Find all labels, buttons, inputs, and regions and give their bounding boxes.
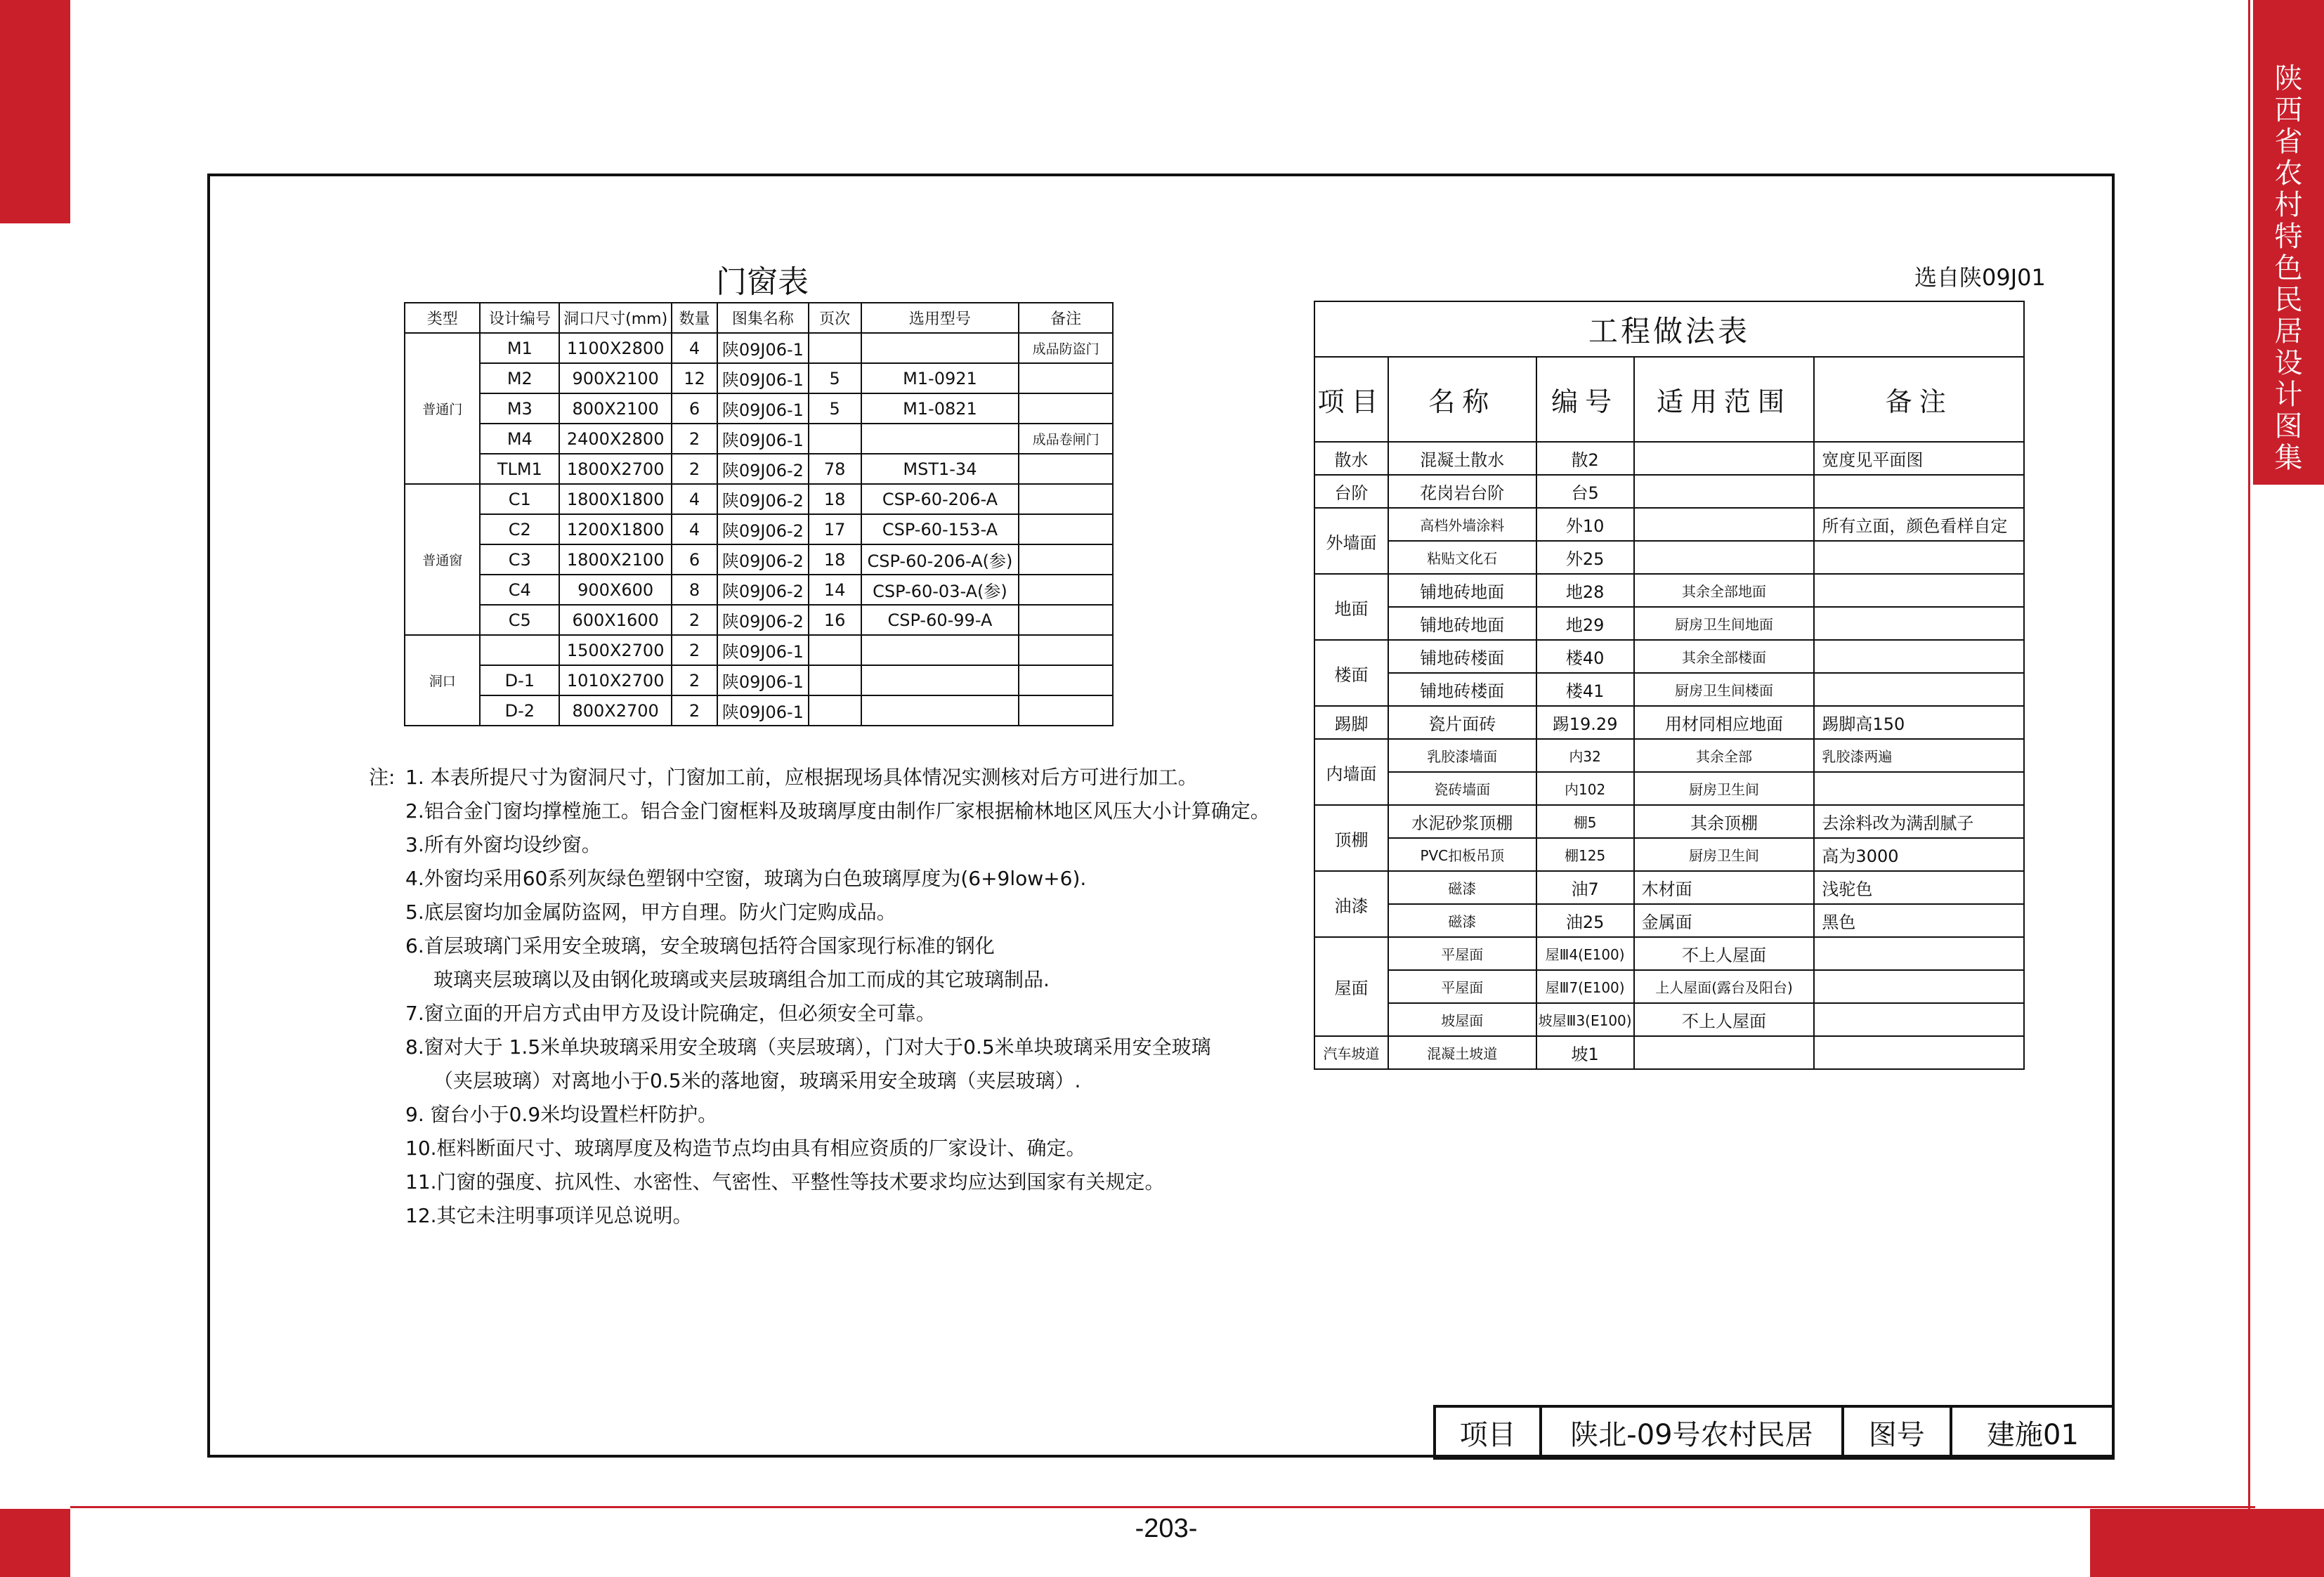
- code-cell: 地28: [1536, 574, 1634, 607]
- table-cell: [809, 333, 861, 363]
- scope-cell: 上人屋面(露台及阳台): [1634, 970, 1815, 1003]
- table-row: [1314, 607, 2024, 640]
- door-window-table: [404, 302, 1114, 726]
- table-cell: M2: [480, 363, 559, 393]
- name-cell: 铺地砖楼面: [1388, 673, 1536, 706]
- code-cell: 屋Ⅲ7(E100): [1536, 970, 1634, 1003]
- column-header: 编号: [1536, 357, 1634, 442]
- table-cell: 1800X2100: [559, 544, 672, 575]
- note-item: 2.铝合金门窗均撑樘施工。铝合金门窗框料及玻璃厚度由制作厂家根据榆林地区风压大小计算确定。: [405, 799, 1270, 823]
- column-header: 设计编号: [480, 303, 559, 333]
- item-cell: 地面: [1314, 574, 1388, 640]
- name-cell: PVC扣板吊顶: [1388, 838, 1536, 871]
- table-cell: 17: [809, 514, 861, 544]
- remark-cell: [1814, 607, 2024, 640]
- table-cell: C5: [480, 605, 559, 635]
- table-cell: 陕09J06-1: [717, 393, 809, 424]
- item-cell: 顶棚: [1314, 805, 1388, 871]
- table-cell: MST1-34: [861, 454, 1019, 484]
- name-cell: 粘贴文化石: [1388, 541, 1536, 574]
- scope-cell: 厨房卫生间楼面: [1634, 673, 1815, 706]
- scope-cell: 其余顶棚: [1634, 805, 1815, 838]
- table-cell: CSP-60-206-A(参): [861, 544, 1019, 575]
- remark-cell: [1814, 1036, 2024, 1069]
- table-row: [405, 454, 1113, 484]
- reference-note: 选自陕09J01: [1914, 264, 2046, 291]
- code-cell: 屋Ⅲ4(E100): [1536, 937, 1634, 970]
- table-header-row: [405, 303, 1113, 333]
- table-cell: 陕09J06-2: [717, 454, 809, 484]
- table-cell: [480, 635, 559, 665]
- remark-cell: [1814, 640, 2024, 673]
- code-cell: 棚5: [1536, 805, 1634, 838]
- table-cell: 900X2100: [559, 363, 672, 393]
- table-cell: [1019, 544, 1113, 575]
- table-row: [1314, 838, 2024, 871]
- item-cell: 油漆: [1314, 871, 1388, 937]
- table-cell: 陕09J06-2: [717, 514, 809, 544]
- table-row: [405, 424, 1113, 454]
- table-row: [1314, 739, 2024, 772]
- column-header: 适用范围: [1634, 357, 1815, 442]
- table-cell: [1019, 514, 1113, 544]
- scope-cell: [1634, 1036, 1815, 1069]
- remark-cell: 高为3000: [1814, 838, 2024, 871]
- project-name: 陕北-09号农村民居: [1541, 1406, 1842, 1458]
- table-cell: 18: [809, 484, 861, 514]
- remark-cell: [1814, 475, 2024, 508]
- table-cell: 4: [672, 333, 717, 363]
- table-row: [1314, 970, 2024, 1003]
- table-cell: [809, 424, 861, 454]
- table-row: [405, 393, 1113, 424]
- note-item: 12.其它未注明事项详见总说明。: [405, 1204, 693, 1227]
- table-row: [405, 665, 1113, 695]
- remark-cell: 黑色: [1814, 904, 2024, 937]
- table-row: [405, 544, 1113, 575]
- table-cell: [809, 695, 861, 726]
- drawing-number: 建施01: [1951, 1406, 2114, 1458]
- remark-cell: [1814, 574, 2024, 607]
- table-cell: C1: [480, 484, 559, 514]
- column-header: 选用型号: [861, 303, 1019, 333]
- code-cell: 内32: [1536, 739, 1634, 772]
- notes-label: 注:: [369, 766, 396, 789]
- name-cell: 磁漆: [1388, 871, 1536, 904]
- column-header: 数量: [672, 303, 717, 333]
- note-item: 玻璃夹层玻璃以及由钢化玻璃或夹层玻璃组合加工而成的其它玻璃制品.: [433, 968, 1050, 991]
- table-cell: [1019, 665, 1113, 695]
- note-item: 8.窗对大于 1.5米单块玻璃采用安全玻璃（夹层玻璃），门对大于0.5米单块玻璃采用安全玻璃: [405, 1035, 1211, 1059]
- table-cell: [1019, 393, 1113, 424]
- table-cell: M1-0821: [861, 393, 1019, 424]
- name-cell: 铺地砖地面: [1388, 607, 1536, 640]
- code-cell: 踢19.29: [1536, 706, 1634, 739]
- item-cell: 外墙面: [1314, 508, 1388, 574]
- code-cell: 油25: [1536, 904, 1634, 937]
- table-cell: M3: [480, 393, 559, 424]
- table-row: [405, 605, 1113, 635]
- table-cell: 6: [672, 393, 717, 424]
- table-row: [1314, 1036, 2024, 1069]
- red-corner-bottom-right: [2090, 1509, 2324, 1577]
- column-header: 备注: [1019, 303, 1113, 333]
- name-cell: 水泥砂浆顶棚: [1388, 805, 1536, 838]
- scope-cell: [1634, 475, 1815, 508]
- scope-cell: 厨房卫生间: [1634, 838, 1815, 871]
- table-row: [1314, 904, 2024, 937]
- table-cell: [1019, 575, 1113, 605]
- table-cell: [861, 635, 1019, 665]
- table-cell: 1800X1800: [559, 484, 672, 514]
- note-item: 4.外窗均采用60系列灰绿色塑钢中空窗，玻璃为白色玻璃厚度为(6+9low+6).: [405, 867, 1087, 890]
- code-cell: 外10: [1536, 508, 1634, 541]
- table-cell: 1800X2700: [559, 454, 672, 484]
- code-cell: 台5: [1536, 475, 1634, 508]
- table-row: [1314, 640, 2024, 673]
- table-cell: C2: [480, 514, 559, 544]
- remark-cell: 所有立面，颜色看样自定: [1814, 508, 2024, 541]
- table-cell: 2: [672, 665, 717, 695]
- table-cell: TLM1: [480, 454, 559, 484]
- code-cell: 散2: [1536, 442, 1634, 475]
- table-cell: 陕09J06-1: [717, 695, 809, 726]
- note-item: 5.底层窗均加金属防盗网，甲方自理。防火门定购成品。: [405, 901, 896, 924]
- table-row: [1314, 673, 2024, 706]
- table-cell: 900X600: [559, 575, 672, 605]
- table-cell: 2: [672, 424, 717, 454]
- table-row: [1314, 772, 2024, 805]
- group-type-cell: 洞口: [405, 635, 480, 726]
- side-rule: [2248, 0, 2250, 1509]
- code-cell: 坡1: [1536, 1036, 1634, 1069]
- table-row: [405, 363, 1113, 393]
- red-corner-top-left: [0, 0, 70, 223]
- note-item: 3.所有外窗均设纱窗。: [405, 833, 601, 856]
- scope-cell: 不上人屋面: [1634, 1003, 1815, 1036]
- name-cell: 混凝土散水: [1388, 442, 1536, 475]
- bottom-rule: [70, 1506, 2255, 1508]
- remark-cell: 乳胶漆两遍: [1814, 739, 2024, 772]
- drawing-number-label: 图号: [1843, 1406, 1951, 1458]
- item-cell: 台阶: [1314, 475, 1388, 508]
- table-cell: 5: [809, 393, 861, 424]
- name-cell: 瓷砖墙面: [1388, 772, 1536, 805]
- red-corner-bottom-left: [0, 1509, 70, 1577]
- table-cell: 4: [672, 484, 717, 514]
- table-cell: 陕09J06-2: [717, 605, 809, 635]
- table-cell: 1010X2700: [559, 665, 672, 695]
- name-cell: 平屋面: [1388, 970, 1536, 1003]
- note-item: （夹层玻璃）对离地小于0.5米的落地窗，玻璃采用安全玻璃（夹层玻璃）.: [433, 1069, 1081, 1092]
- table-cell: 600X1600: [559, 605, 672, 635]
- table-cell: 1200X1800: [559, 514, 672, 544]
- engineering-table-caption: 工程做法表: [1314, 301, 2024, 357]
- note-item: 1. 本表所提尺寸为窗洞尺寸，门窗加工前，应根据现场具体情况实测核对后方可进行加工。: [405, 766, 1198, 789]
- name-cell: 乳胶漆墙面: [1388, 739, 1536, 772]
- table-cell: 成品防盗门: [1019, 333, 1113, 363]
- door-window-table-title: 门窗表: [716, 264, 809, 300]
- name-cell: 坡屋面: [1388, 1003, 1536, 1036]
- table-cell: 陕09J06-1: [717, 635, 809, 665]
- scope-cell: 不上人屋面: [1634, 937, 1815, 970]
- column-header: 页次: [809, 303, 861, 333]
- name-cell: 混凝土坡道: [1388, 1036, 1536, 1069]
- table-cell: [1019, 454, 1113, 484]
- table-cell: M4: [480, 424, 559, 454]
- column-header: 洞口尺寸(mm): [559, 303, 672, 333]
- table-row: [1314, 541, 2024, 574]
- scope-cell: [1634, 541, 1815, 574]
- note-item: 7.窗立面的开启方式由甲方及设计院确定，但必须安全可靠。: [405, 1002, 936, 1025]
- table-row: [1314, 508, 2024, 541]
- table-row: [405, 514, 1113, 544]
- table-cell: 5: [809, 363, 861, 393]
- scope-cell: 其余全部地面: [1634, 574, 1815, 607]
- remark-cell: 宽度见平面图: [1814, 442, 2024, 475]
- name-cell: 磁漆: [1388, 904, 1536, 937]
- table-cell: 2: [672, 695, 717, 726]
- remark-cell: [1814, 970, 2024, 1003]
- table-cell: 陕09J06-1: [717, 333, 809, 363]
- table-cell: 2: [672, 635, 717, 665]
- table-cell: 陕09J06-1: [717, 363, 809, 393]
- table-cell: 2: [672, 605, 717, 635]
- table-cell: 4: [672, 514, 717, 544]
- title-block: [1433, 1405, 2115, 1460]
- item-cell: 汽车坡道: [1314, 1036, 1388, 1069]
- remark-cell: 去涂料改为满刮腻子: [1814, 805, 2024, 838]
- table-cell: 8: [672, 575, 717, 605]
- table-row: [1314, 805, 2024, 838]
- table-row: [1314, 475, 2024, 508]
- scope-cell: 其余全部楼面: [1634, 640, 1815, 673]
- side-title: 陕 西 省 农 村 特 色 民 居 设 计 图 集: [2274, 63, 2303, 474]
- table-cell: 18: [809, 544, 861, 575]
- item-cell: 屋面: [1314, 937, 1388, 1036]
- table-cell: [1019, 635, 1113, 665]
- remark-cell: [1814, 673, 2024, 706]
- table-cell: C4: [480, 575, 559, 605]
- table-cell: CSP-60-206-A: [861, 484, 1019, 514]
- table-cell: D-1: [480, 665, 559, 695]
- name-cell: 平屋面: [1388, 937, 1536, 970]
- table-row: [405, 333, 1113, 363]
- note-item: 9. 窗台小于0.9米均设置栏杆防护。: [405, 1103, 718, 1126]
- table-cell: [861, 424, 1019, 454]
- table-cell: M1: [480, 333, 559, 363]
- table-cell: C3: [480, 544, 559, 575]
- table-row: [1314, 706, 2024, 739]
- table-cell: [809, 665, 861, 695]
- scope-cell: 厨房卫生间地面: [1634, 607, 1815, 640]
- remark-cell: [1814, 1003, 2024, 1036]
- table-row: [405, 695, 1113, 726]
- table-cell: 14: [809, 575, 861, 605]
- table-cell: [809, 635, 861, 665]
- table-row: [1314, 871, 2024, 904]
- table-cell: 陕09J06-1: [717, 665, 809, 695]
- note-item: 10.框料断面尺寸、玻璃厚度及构造节点均由具有相应资质的厂家设计、确定。: [405, 1137, 1086, 1160]
- table-cell: 陕09J06-2: [717, 575, 809, 605]
- remark-cell: 浅驼色: [1814, 871, 2024, 904]
- table-cell: [1019, 695, 1113, 726]
- remark-cell: [1814, 541, 2024, 574]
- table-cell: 6: [672, 544, 717, 575]
- name-cell: 瓷片面砖: [1388, 706, 1536, 739]
- group-type-cell: 普通窗: [405, 484, 480, 635]
- column-header: 项目: [1314, 357, 1388, 442]
- scope-cell: 厨房卫生间: [1634, 772, 1815, 805]
- remark-cell: 踢脚高150: [1814, 706, 2024, 739]
- scope-cell: [1634, 508, 1815, 541]
- table-cell: 成品卷闸门: [1019, 424, 1113, 454]
- item-cell: 散水: [1314, 442, 1388, 475]
- scope-cell: [1634, 442, 1815, 475]
- table-cell: [1019, 363, 1113, 393]
- table-cell: [861, 695, 1019, 726]
- code-cell: 油7: [1536, 871, 1634, 904]
- group-type-cell: 普通门: [405, 333, 480, 484]
- project-label: 项目: [1435, 1406, 1541, 1458]
- table-row: [1314, 574, 2024, 607]
- remark-cell: [1814, 937, 2024, 970]
- table-cell: [1019, 484, 1113, 514]
- table-row: [405, 575, 1113, 605]
- table-row: [405, 635, 1113, 665]
- table-cell: 陕09J06-2: [717, 484, 809, 514]
- code-cell: 地29: [1536, 607, 1634, 640]
- table-cell: CSP-60-03-A(参): [861, 575, 1019, 605]
- column-header: 名称: [1388, 357, 1536, 442]
- item-cell: 内墙面: [1314, 739, 1388, 805]
- table-row: [1314, 1003, 2024, 1036]
- note-item: 11.门窗的强度、抗风性、水密性、气密性、平整性等技术要求均应达到国家有关规定。: [405, 1170, 1165, 1193]
- table-row: [1314, 937, 2024, 970]
- remark-cell: [1814, 772, 2024, 805]
- table-cell: 1500X2700: [559, 635, 672, 665]
- table-cell: 陕09J06-2: [717, 544, 809, 575]
- scope-cell: 金属面: [1634, 904, 1815, 937]
- table-cell: [1019, 605, 1113, 635]
- table-cell: 78: [809, 454, 861, 484]
- item-cell: 楼面: [1314, 640, 1388, 706]
- code-cell: 楼41: [1536, 673, 1634, 706]
- column-header: 类型: [405, 303, 480, 333]
- page-number: -203-: [1135, 1514, 1198, 1543]
- table-cell: D-2: [480, 695, 559, 726]
- code-cell: 坡屋Ⅲ3(E100): [1536, 1003, 1634, 1036]
- note-item: 6.首层玻璃门采用安全玻璃，安全玻璃包括符合国家现行标准的钢化: [405, 934, 995, 957]
- name-cell: 铺地砖楼面: [1388, 640, 1536, 673]
- table-cell: 2400X2800: [559, 424, 672, 454]
- scope-cell: 其余全部: [1634, 739, 1815, 772]
- column-header: 图集名称: [717, 303, 809, 333]
- code-cell: 棚125: [1536, 838, 1634, 871]
- code-cell: 外25: [1536, 541, 1634, 574]
- table-row: [405, 484, 1113, 514]
- name-cell: 铺地砖地面: [1388, 574, 1536, 607]
- table-cell: 12: [672, 363, 717, 393]
- table-cell: CSP-60-99-A: [861, 605, 1019, 635]
- column-header: 备注: [1814, 357, 2024, 442]
- table-header-row: [1314, 357, 2024, 442]
- table-cell: 16: [809, 605, 861, 635]
- table-cell: 800X2700: [559, 695, 672, 726]
- table-row: [1314, 442, 2024, 475]
- code-cell: 内102: [1536, 772, 1634, 805]
- table-cell: [861, 665, 1019, 695]
- engineering-practice-table: [1314, 301, 2025, 1070]
- table-cell: 800X2100: [559, 393, 672, 424]
- table-cell: 1100X2800: [559, 333, 672, 363]
- item-cell: 踢脚: [1314, 706, 1388, 739]
- table-cell: CSP-60-153-A: [861, 514, 1019, 544]
- name-cell: 花岗岩台阶: [1388, 475, 1536, 508]
- table-cell: [861, 333, 1019, 363]
- table-cell: 2: [672, 454, 717, 484]
- table-cell: 陕09J06-1: [717, 424, 809, 454]
- table-cell: M1-0921: [861, 363, 1019, 393]
- scope-cell: 木材面: [1634, 871, 1815, 904]
- scope-cell: 用材同相应地面: [1634, 706, 1815, 739]
- code-cell: 楼40: [1536, 640, 1634, 673]
- name-cell: 高档外墙涂料: [1388, 508, 1536, 541]
